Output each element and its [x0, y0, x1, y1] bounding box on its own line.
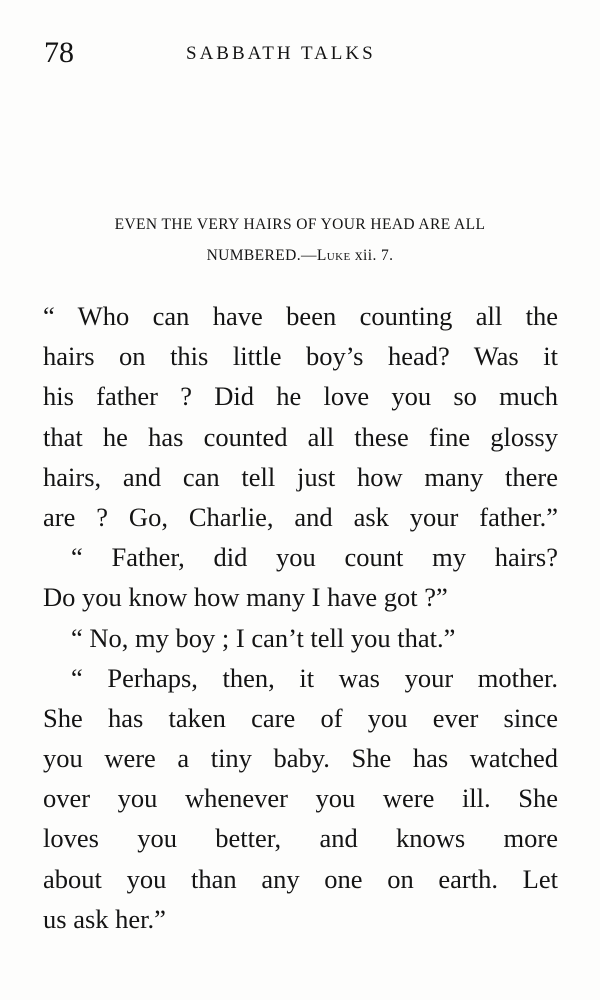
page-number: 78: [44, 36, 74, 69]
scripture-heading-line-2: [40, 246, 560, 266]
text-line: “ Father, did you count my hairs?: [71, 542, 558, 573]
text-line: “ Who can have been counting all the: [43, 301, 558, 331]
scripture-heading-text: NUMBERED.—: [206, 247, 317, 264]
scripture-source-reference: xii. 7.: [350, 247, 394, 264]
text-line: loves you better, and knows more: [43, 823, 558, 854]
text-line: Do you know how many I have got ?”: [43, 582, 448, 613]
text-line: his father ? Did he love you so much: [43, 381, 558, 412]
text-line: She has taken care of you ever since: [43, 702, 558, 733]
scripture-source-book: Luke: [316, 247, 351, 264]
running-title: SABBATH TALKS: [186, 43, 376, 64]
text-line: hairs, and can tell just how many there: [43, 461, 558, 492]
text-line: that he has counted all these fine glossy: [43, 421, 558, 452]
text-line: “ No, my boy ; I can’t tell you that.”: [71, 622, 456, 653]
text-line: us ask her.”: [43, 903, 166, 934]
text-line: about you than any one on earth. Let: [43, 863, 558, 894]
text-line: are ? Go, Charlie, and ask your father.”: [43, 501, 558, 532]
text-line: you were a tiny baby. She has watched: [43, 743, 558, 774]
scripture-heading-line-1: EVEN THE VERY HAIRS OF YOUR HEAD ARE ALL: [114, 216, 486, 233]
text-line: over you whenever you were ill. She: [43, 783, 558, 814]
body-text: [43, 296, 558, 939]
text-line: “ Perhaps, then, it was your mother.: [71, 662, 558, 693]
text-line: hairs on this little boy’s head? Was it: [43, 341, 558, 372]
